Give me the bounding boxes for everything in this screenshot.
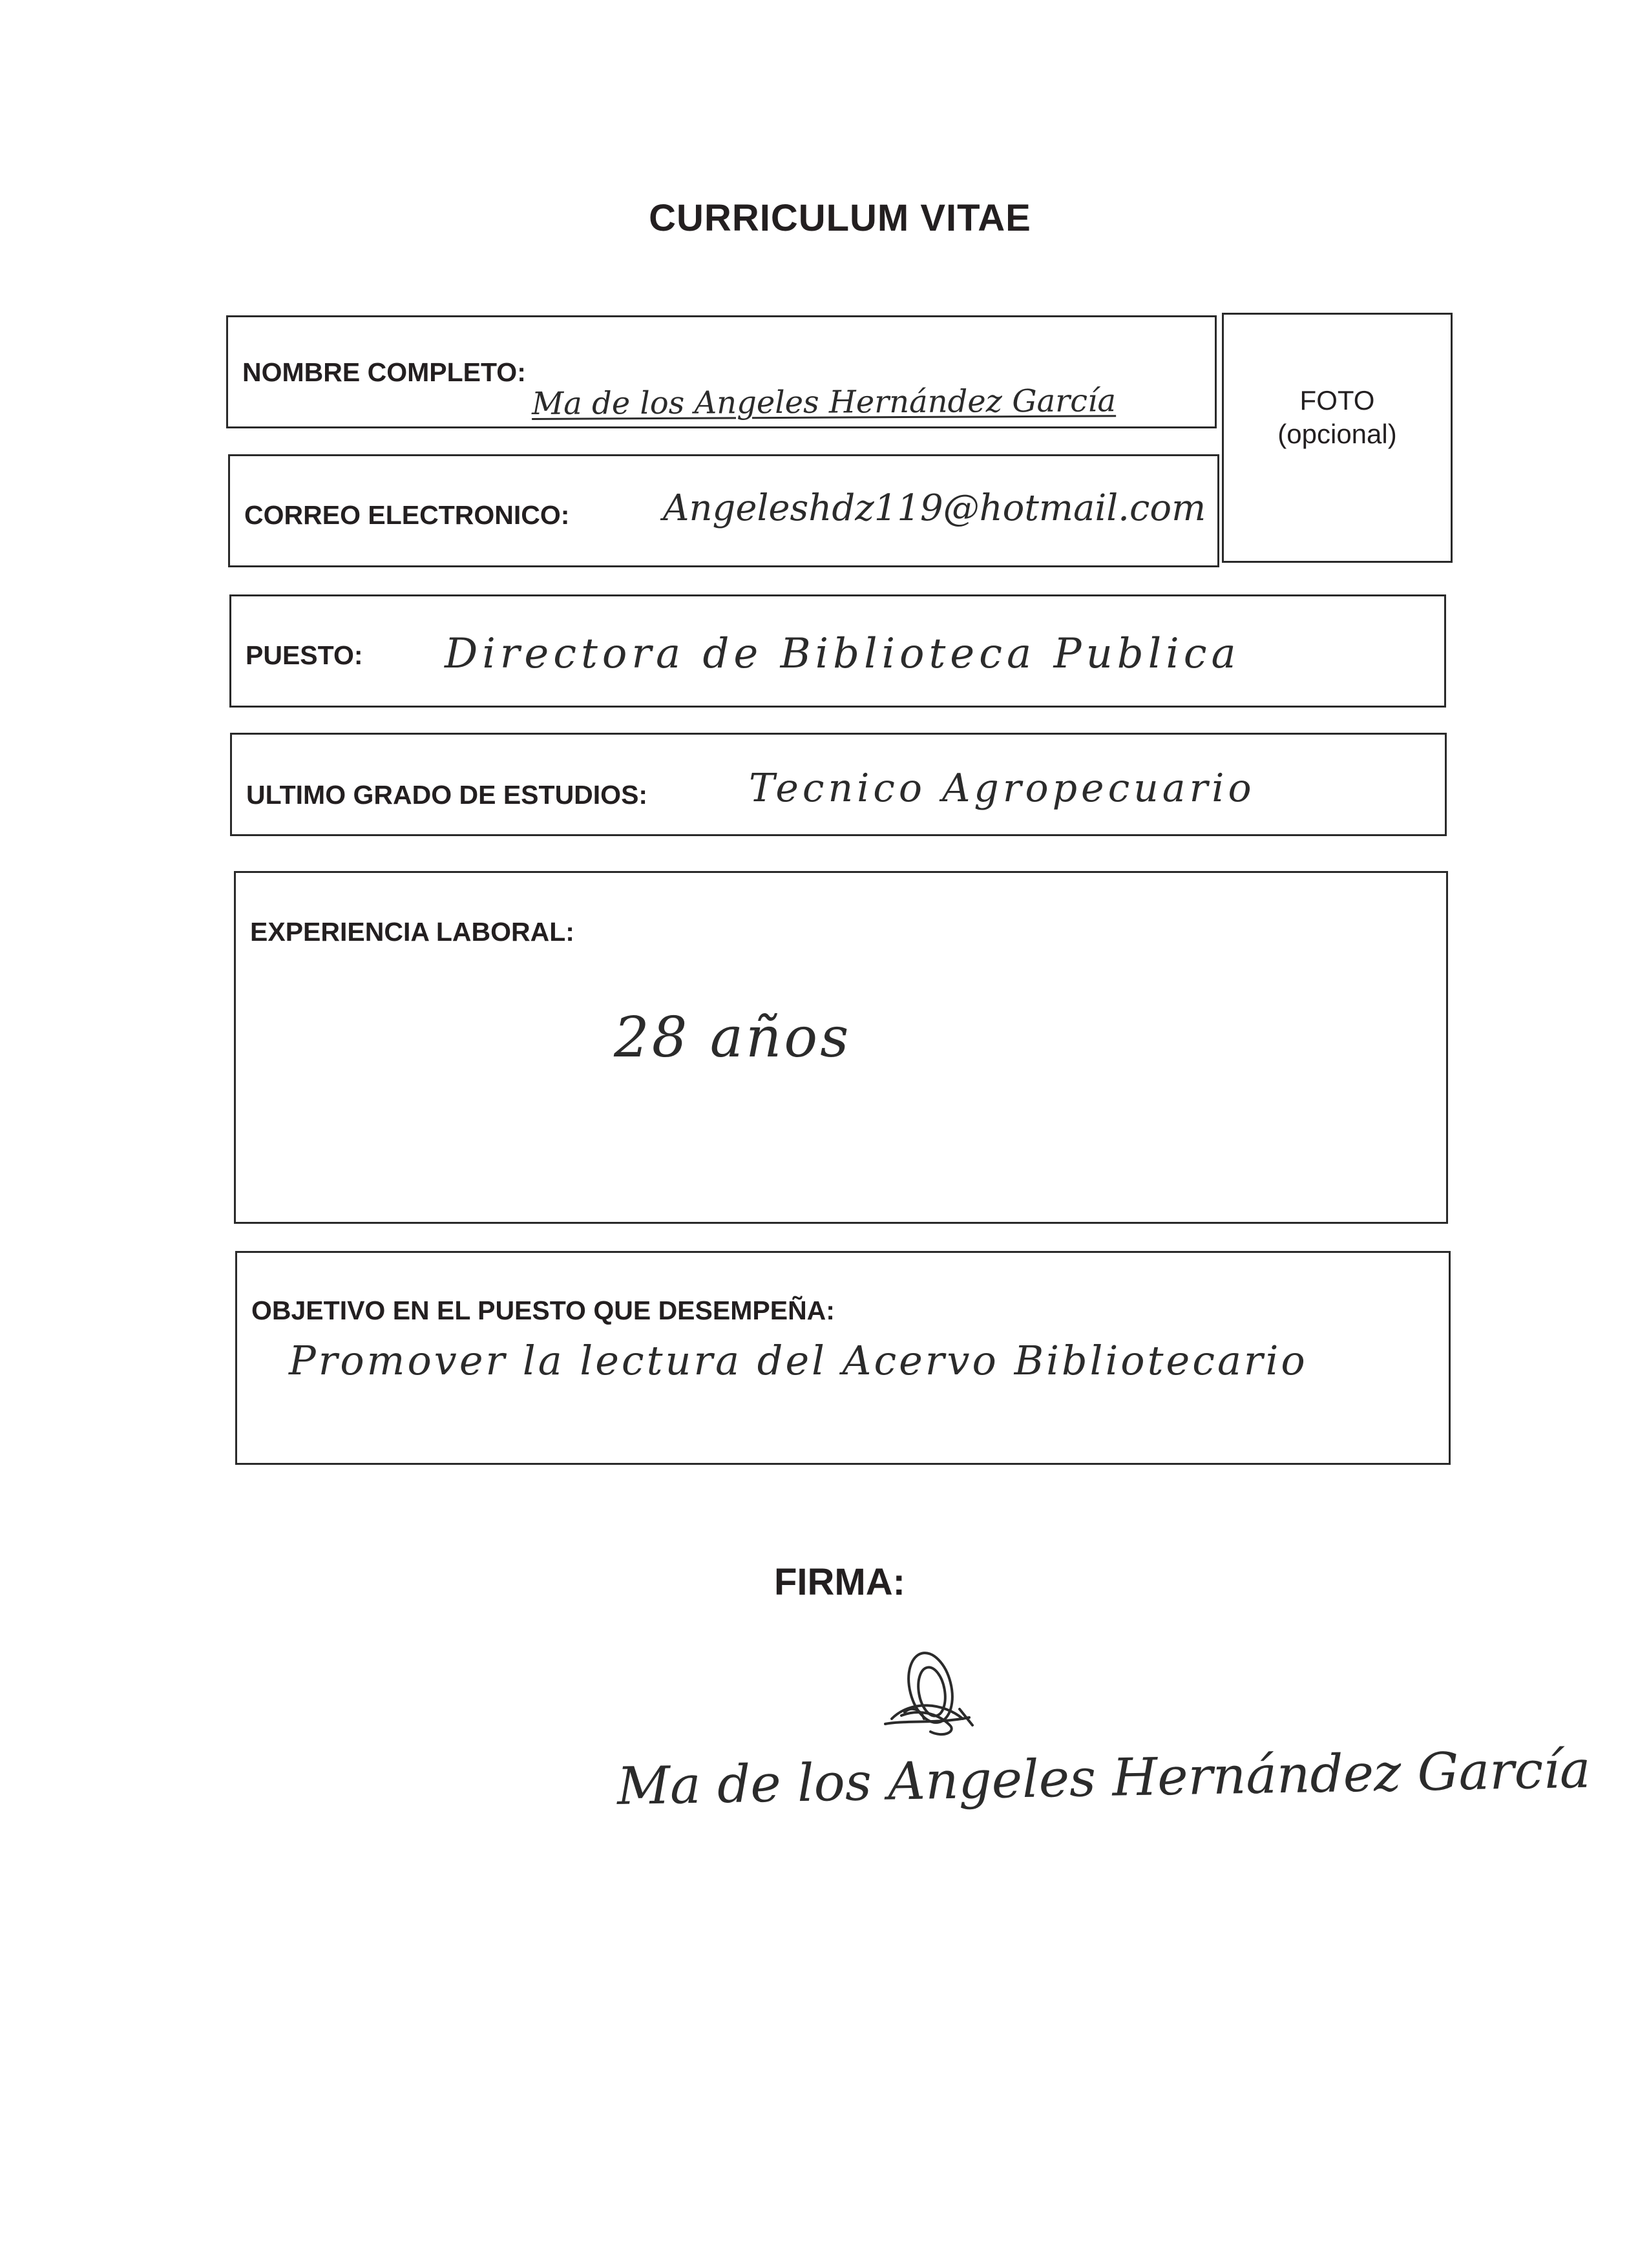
correo-electronico-box bbox=[228, 454, 1219, 567]
firma-nombre: Ma de los Angeles Hernández García bbox=[616, 1739, 1591, 1816]
firma-label: FIRMA: bbox=[774, 1561, 905, 1603]
puesto-label: PUESTO: bbox=[246, 640, 363, 670]
nombre-completo-label: NOMBRE COMPLETO: bbox=[242, 357, 526, 387]
ultimo-grado-box bbox=[230, 733, 1447, 836]
correo-electronico-value: Angeleshdz119@hotmail.com bbox=[663, 487, 1206, 529]
ultimo-grado-label: ULTIMO GRADO DE ESTUDIOS: bbox=[246, 780, 648, 810]
experiencia-laboral-value: 28 años bbox=[614, 1005, 852, 1070]
signature-scribble bbox=[866, 1648, 989, 1751]
experiencia-laboral-box bbox=[234, 871, 1448, 1224]
objetivo-box bbox=[235, 1251, 1451, 1465]
objetivo-label: OBJETIVO EN EL PUESTO QUE DESEMPEÑA: bbox=[251, 1296, 835, 1325]
experiencia-laboral-label: EXPERIENCIA LABORAL: bbox=[250, 917, 574, 947]
objetivo-value: Promover la lectura del Acervo Bibliotecario bbox=[289, 1337, 1308, 1384]
puesto-box bbox=[229, 594, 1446, 708]
foto-optional-label: (opcional) bbox=[1277, 419, 1397, 449]
document-title: CURRICULUM VITAE bbox=[649, 197, 1031, 239]
puesto-value: Directora de Biblioteca Publica bbox=[445, 630, 1241, 678]
nombre-completo-box bbox=[226, 315, 1217, 428]
nombre-completo-value: Ma de los Angeles Hernández García bbox=[531, 383, 1117, 422]
ultimo-grado-value: Tecnico Agropecuario bbox=[749, 766, 1255, 811]
correo-electronico-label: CORREO ELECTRONICO: bbox=[244, 500, 570, 530]
foto-box bbox=[1222, 313, 1453, 563]
foto-label: FOTO bbox=[1299, 385, 1375, 415]
